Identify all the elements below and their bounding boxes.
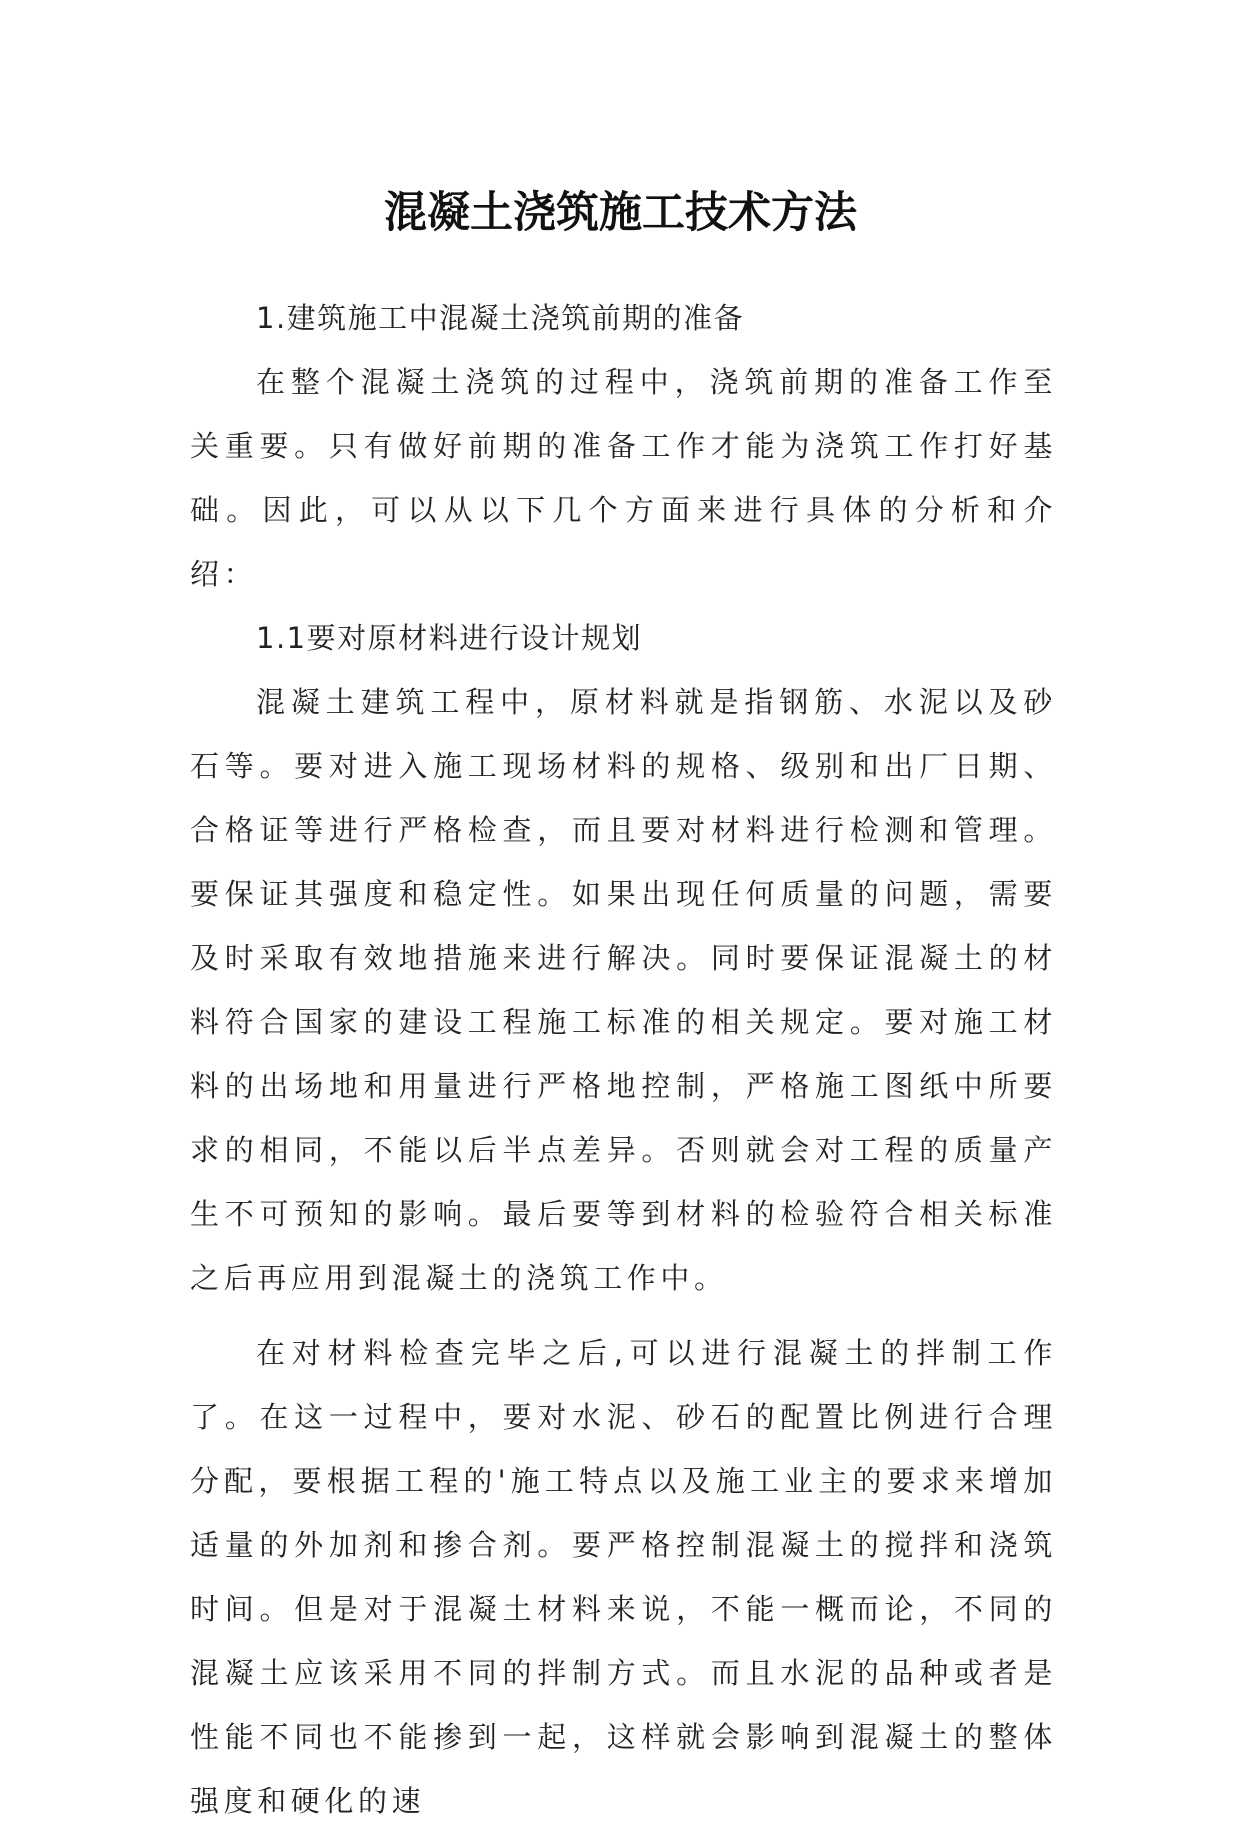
paragraph: 在对材料检查完毕之后,可以进行混凝土的拌制工作了。在这一过程中，要对水泥、砂石的配置比例进行合理分配，要根据工程的'施工特点以及施工业主的要求来增加适量的外加剂和掺合剂。要严格控制混凝土的搅拌和浇筑时间。但是对于混凝土材料来说，不能一概而论，不同的混凝土应该采用不同的拌制方式。而且水泥的品种或者是性能不同也不能掺到一起，这样就会影响到混凝土的整体强度和硬化的速 [190,1336,1057,1818]
paragraph: 混凝土建筑工程中，原材料就是指钢筋、水泥以及砂石等。要对进入施工现场材料的规格、级别和出厂日期、合格证等进行严格检查，而且要对材料进行检测和管理。要保证其强度和稳定性。如果出现任何质量的问题，需要及时采取有效地措施来进行解决。同时要保证混凝土的材料符合国家的建设工程施工标准的相关规定。要对施工材料的出场地和用量进行严格地控制，严格施工图纸中所要求的相同，不能以后半点差异。否则就会对工程的质量产生不可预知的影响。最后要等到材料的检验符合相关标准之后再应用到混凝土的浇筑工作中。 [190,685,1057,1295]
document-body [190,286,1057,1833]
document-title: 混凝土浇筑施工技术方法 [384,187,857,238]
subsection-heading: 1.1要对原材料进行设计规划 [256,621,643,655]
section-heading: 1.建筑施工中混凝土浇筑前期的准备 [256,301,745,335]
paragraph: 在整个混凝土浇筑的过程中，浇筑前期的准备工作至关重要。只有做好前期的准备工作才能为浇筑工作打好基础。因此，可以从以下几个方面来进行具体的分析和介绍： [190,365,1057,591]
